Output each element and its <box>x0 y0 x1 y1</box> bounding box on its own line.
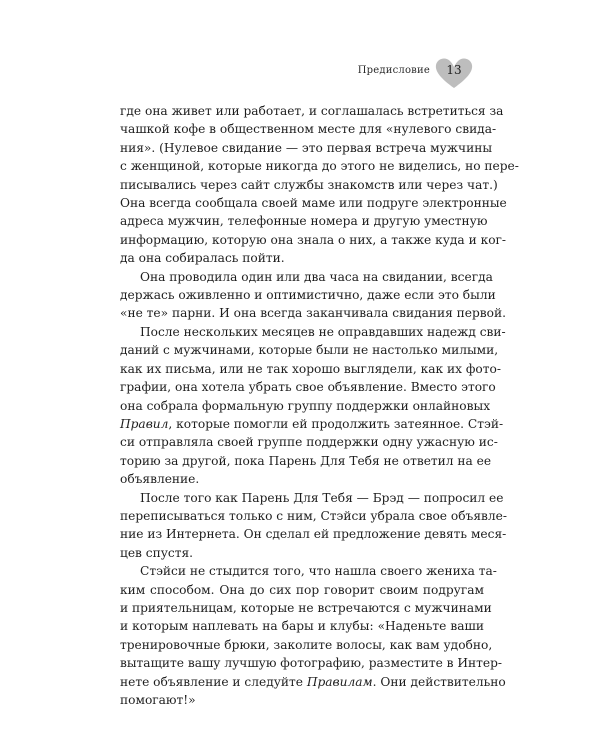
text-line: объявление. <box>120 472 200 487</box>
text-line: «не те» парни. И она всегда заканчивала свидания первой. <box>120 306 507 321</box>
text-line: тренировочные брюки, заколите волосы, как вам удобно, <box>120 637 493 652</box>
text-line: помогают!» <box>120 693 196 707</box>
text-line: писывались через сайт службы знакомств или через чат.) <box>120 177 498 192</box>
section-title: Предисловие <box>357 65 430 76</box>
paragraph <box>120 489 507 563</box>
text-line: держась оживленно и оптимистично, даже если это были <box>120 288 496 303</box>
text-line: Она всегда сообщала своей маме или подруге электронные <box>120 196 507 211</box>
italic-term: Правил <box>120 416 169 431</box>
text-line: После нескольких месяцев не оправдавших надежд сви- <box>140 324 506 339</box>
text-line: ким способом. Она до сих пор говорит своим подругам <box>120 582 484 597</box>
text-line: да она собиралась пойти. <box>120 251 285 266</box>
text-line: и приятельницам, которые не встречаются с мужчинами <box>120 600 492 615</box>
text-line: торию за другой, пока Парень Для Тебя не ответил на ее <box>120 453 492 468</box>
text-line: чашкой кофе в общественном месте для «нулевого свида- <box>120 122 497 137</box>
paragraph <box>120 268 507 323</box>
text-line: информацию, которую она знала о них, а также куда и ког- <box>120 232 507 247</box>
text-line: она собрала формальную группу поддержки онлайновых <box>120 398 491 413</box>
text-line: После того как Парень Для Тебя — Брэд — попросил ее <box>140 490 504 505</box>
paragraph <box>120 323 506 489</box>
text-line: даний с мужчинами, которые были не настолько милыми, <box>120 343 499 358</box>
text-line: си отправляла своей группе поддержки одну ужасную ис- <box>120 435 498 450</box>
text-line: с женщиной, которые никогда до этого не виделись, но пере- <box>120 159 519 174</box>
paragraph <box>120 102 519 268</box>
paragraph <box>120 562 506 709</box>
page-header <box>0 57 600 87</box>
text-line: адреса мужчин, телефонные номера и другую уместную <box>120 214 488 229</box>
text-line: нете объявление и следуйте Правилам. Они действительно <box>120 674 506 689</box>
text-line: и которым наплевать на бары и клубы: «Наденьте ваши <box>120 619 484 634</box>
text-line: цев спустя. <box>120 545 194 560</box>
text-line: Правил, которые помогли ей продолжить затеянное. Стэй- <box>120 416 504 431</box>
text-line: вытащите вашу лучшую фотографию, разместите в Интер- <box>120 656 503 671</box>
text-line: где она живет или работает, и соглашалась встретиться за <box>120 104 504 118</box>
page-number: 13 <box>446 63 462 77</box>
text-line: графии, она хотела убрать свое объявление. Вместо этого <box>120 380 496 395</box>
text-line: Стэйси не стыдится того, что нашла своего жениха та- <box>140 564 497 579</box>
italic-term: Правилам <box>306 674 373 689</box>
text-line: переписываться только с ним, Стэйси убрала свое объявле- <box>120 508 507 523</box>
text-line: ния». (Нулевое свидание — это первая встреча мужчины <box>120 140 493 155</box>
text-line: как их письма, или не так хорошо выглядели, как их фото- <box>120 361 501 376</box>
text-line: Она проводила один или два часа на свидании, всегда <box>140 269 493 284</box>
body-text <box>120 102 519 709</box>
text-line: ние из Интернета. Он сделал ей предложение девять меся- <box>120 527 507 542</box>
